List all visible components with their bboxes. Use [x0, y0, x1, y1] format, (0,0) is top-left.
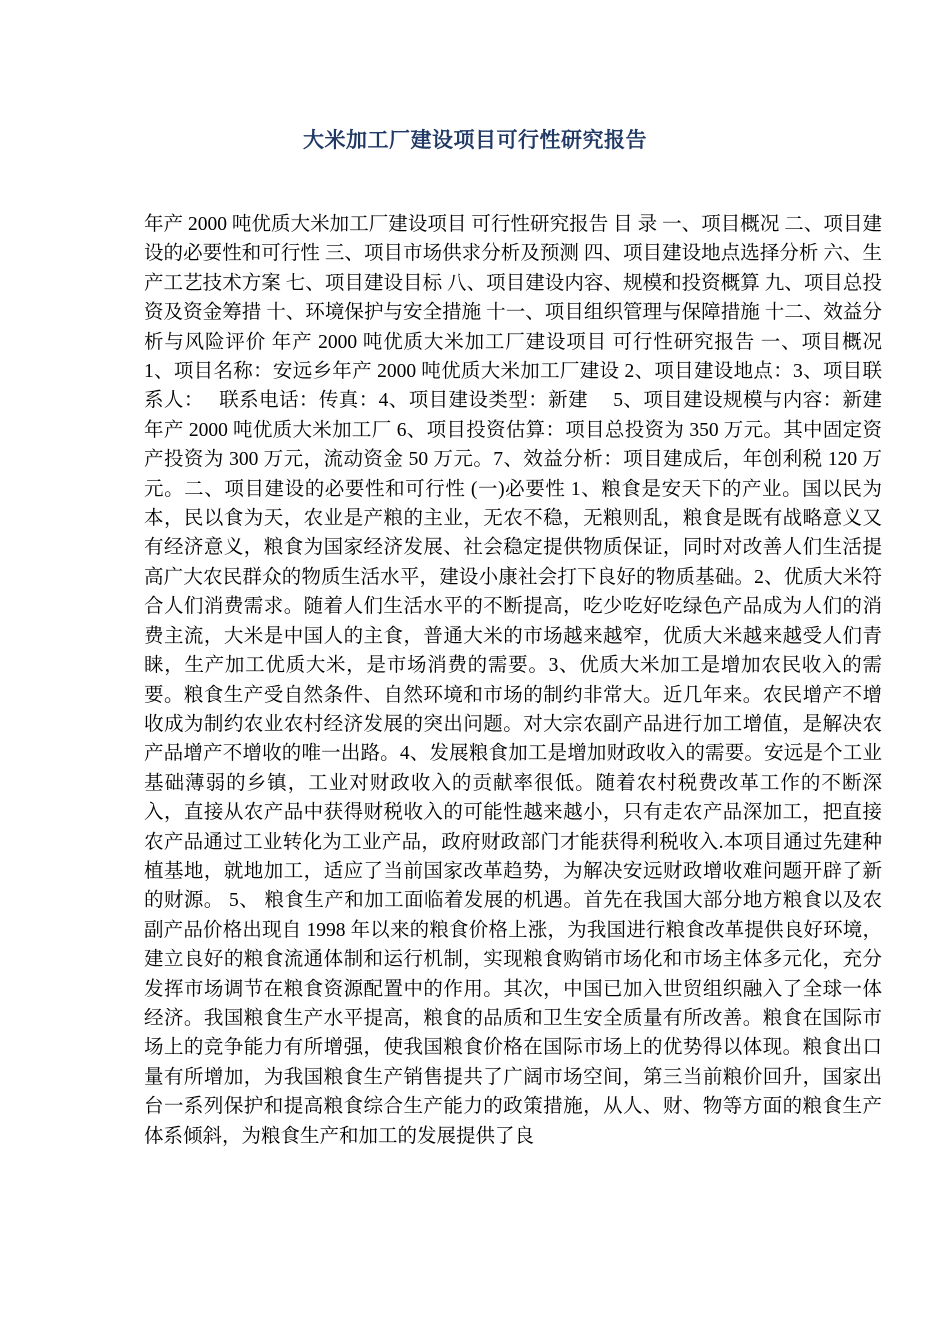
document-body-paragraph: 年产 2000 吨优质大米加工厂建设项目 可行性研究报告 目 录 一、项目概况 二、项目建设的必要性和可行性 三、项目市场供求分析及预测 四、项目建设地点选择分析 六、生产工艺技术方案 七、项目建设目标 八、项目建设内容、规模和投资概算 九、项目总投资及资金筹措 十、环境保护与安全措施 十一、项目组织管理与保障措施 十二、效益分析与风险评价 年产 2000 吨优质大米加工厂建设项目 可行性研究报告 一、项目概况 1、项目名称：安远乡年产 2000 吨优质大米加工厂建设 2、项目建设地点：3、项目联系人： 联系电话：传真：4、项目建设类型：新建 5、项目建设规模与内容：新建年产 2000 吨优质大米加工厂 6、项目投资估算：项目总投资为 350 万元。其中固定资产投资为 300 万元，流动资金 50 万元。7、效益分析：项目建成后，年创利税 120 万元。二、项目建设的必要性和可行性 (一)必要性 1、粮食是安天下的产业。国以民为本，民以食为天，农业是产粮的主业，无农不稳，无粮则乱，粮食是既有战略意义又有经济意义，粮食为国家经济发展、社会稳定提供物质保证，同时对改善人们生活提高广大农民群众的物质生活水平，建设小康社会打下良好的物质基础。2、优质大米符合人们消费需求。随着人们生活水平的不断提高，吃少吃好吃绿色产品成为人们的消费主流，大米是中国人的主食，普通大米的市场越来越窄，优质大米越来越受人们青睐，生产加工优质大米，是市场消费的需要。3、优质大米加工是增加农民收入的需要。粮食生产受自然条件、自然环境和市场的制约非常大。近几年来。农民增产不增收成为制约农业农村经济发展的突出问题。对大宗农副产品进行加工增值，是解决农产品增产不增收的唯一出路。4、发展粮食加工是增加财政收入的需要。安远是个工业基础薄弱的乡镇，工业对财政收入的贡献率很低。随着农村税费改革工作的不断深入，直接从农产品中获得财税收入的可能性越来越小，只有走农产品深加工，把直接农产品通过工业转化为工业产品，政府财政部门才能获得利税收入.本项目通过先建种植基地，就地加工，适应了当前国家改革趋势，为解决安远财政增收难问题开辟了新的财源。 5、 粮食生产和加工面临着发展的机遇。首先在我国大部分地方粮食以及农副产品价格出现自 1998 年以来的粮食价格上涨，为我国进行粮食改革提供良好环境，建立良好的粮食流通体制和运行机制，实现粮食购销市场化和市场主体多元化，充分发挥市场调节在粮食资源配置中的作用。其次，中国已加入世贸组织融入了全球一体经济。我国粮食生产水平提高，粮食的品质和卫生安全质量有所改善。粮食在国际市场上的竞争能力有所增强，使我国粮食价格在国际市场上的优势得以体现。粮食出口量有所增加，为我国粮食生产销售提共了广阔市场空间，第三当前粮价回升，国家出台一系列保护和提高粮食综合生产能力的政策措施，从人、财、物等方面的粮食生产体系倾斜，为粮食生产和加工的发展提供了良	[144, 214, 882, 1147]
document-title: 大米加工厂建设项目可行性研究报告	[303, 127, 647, 152]
